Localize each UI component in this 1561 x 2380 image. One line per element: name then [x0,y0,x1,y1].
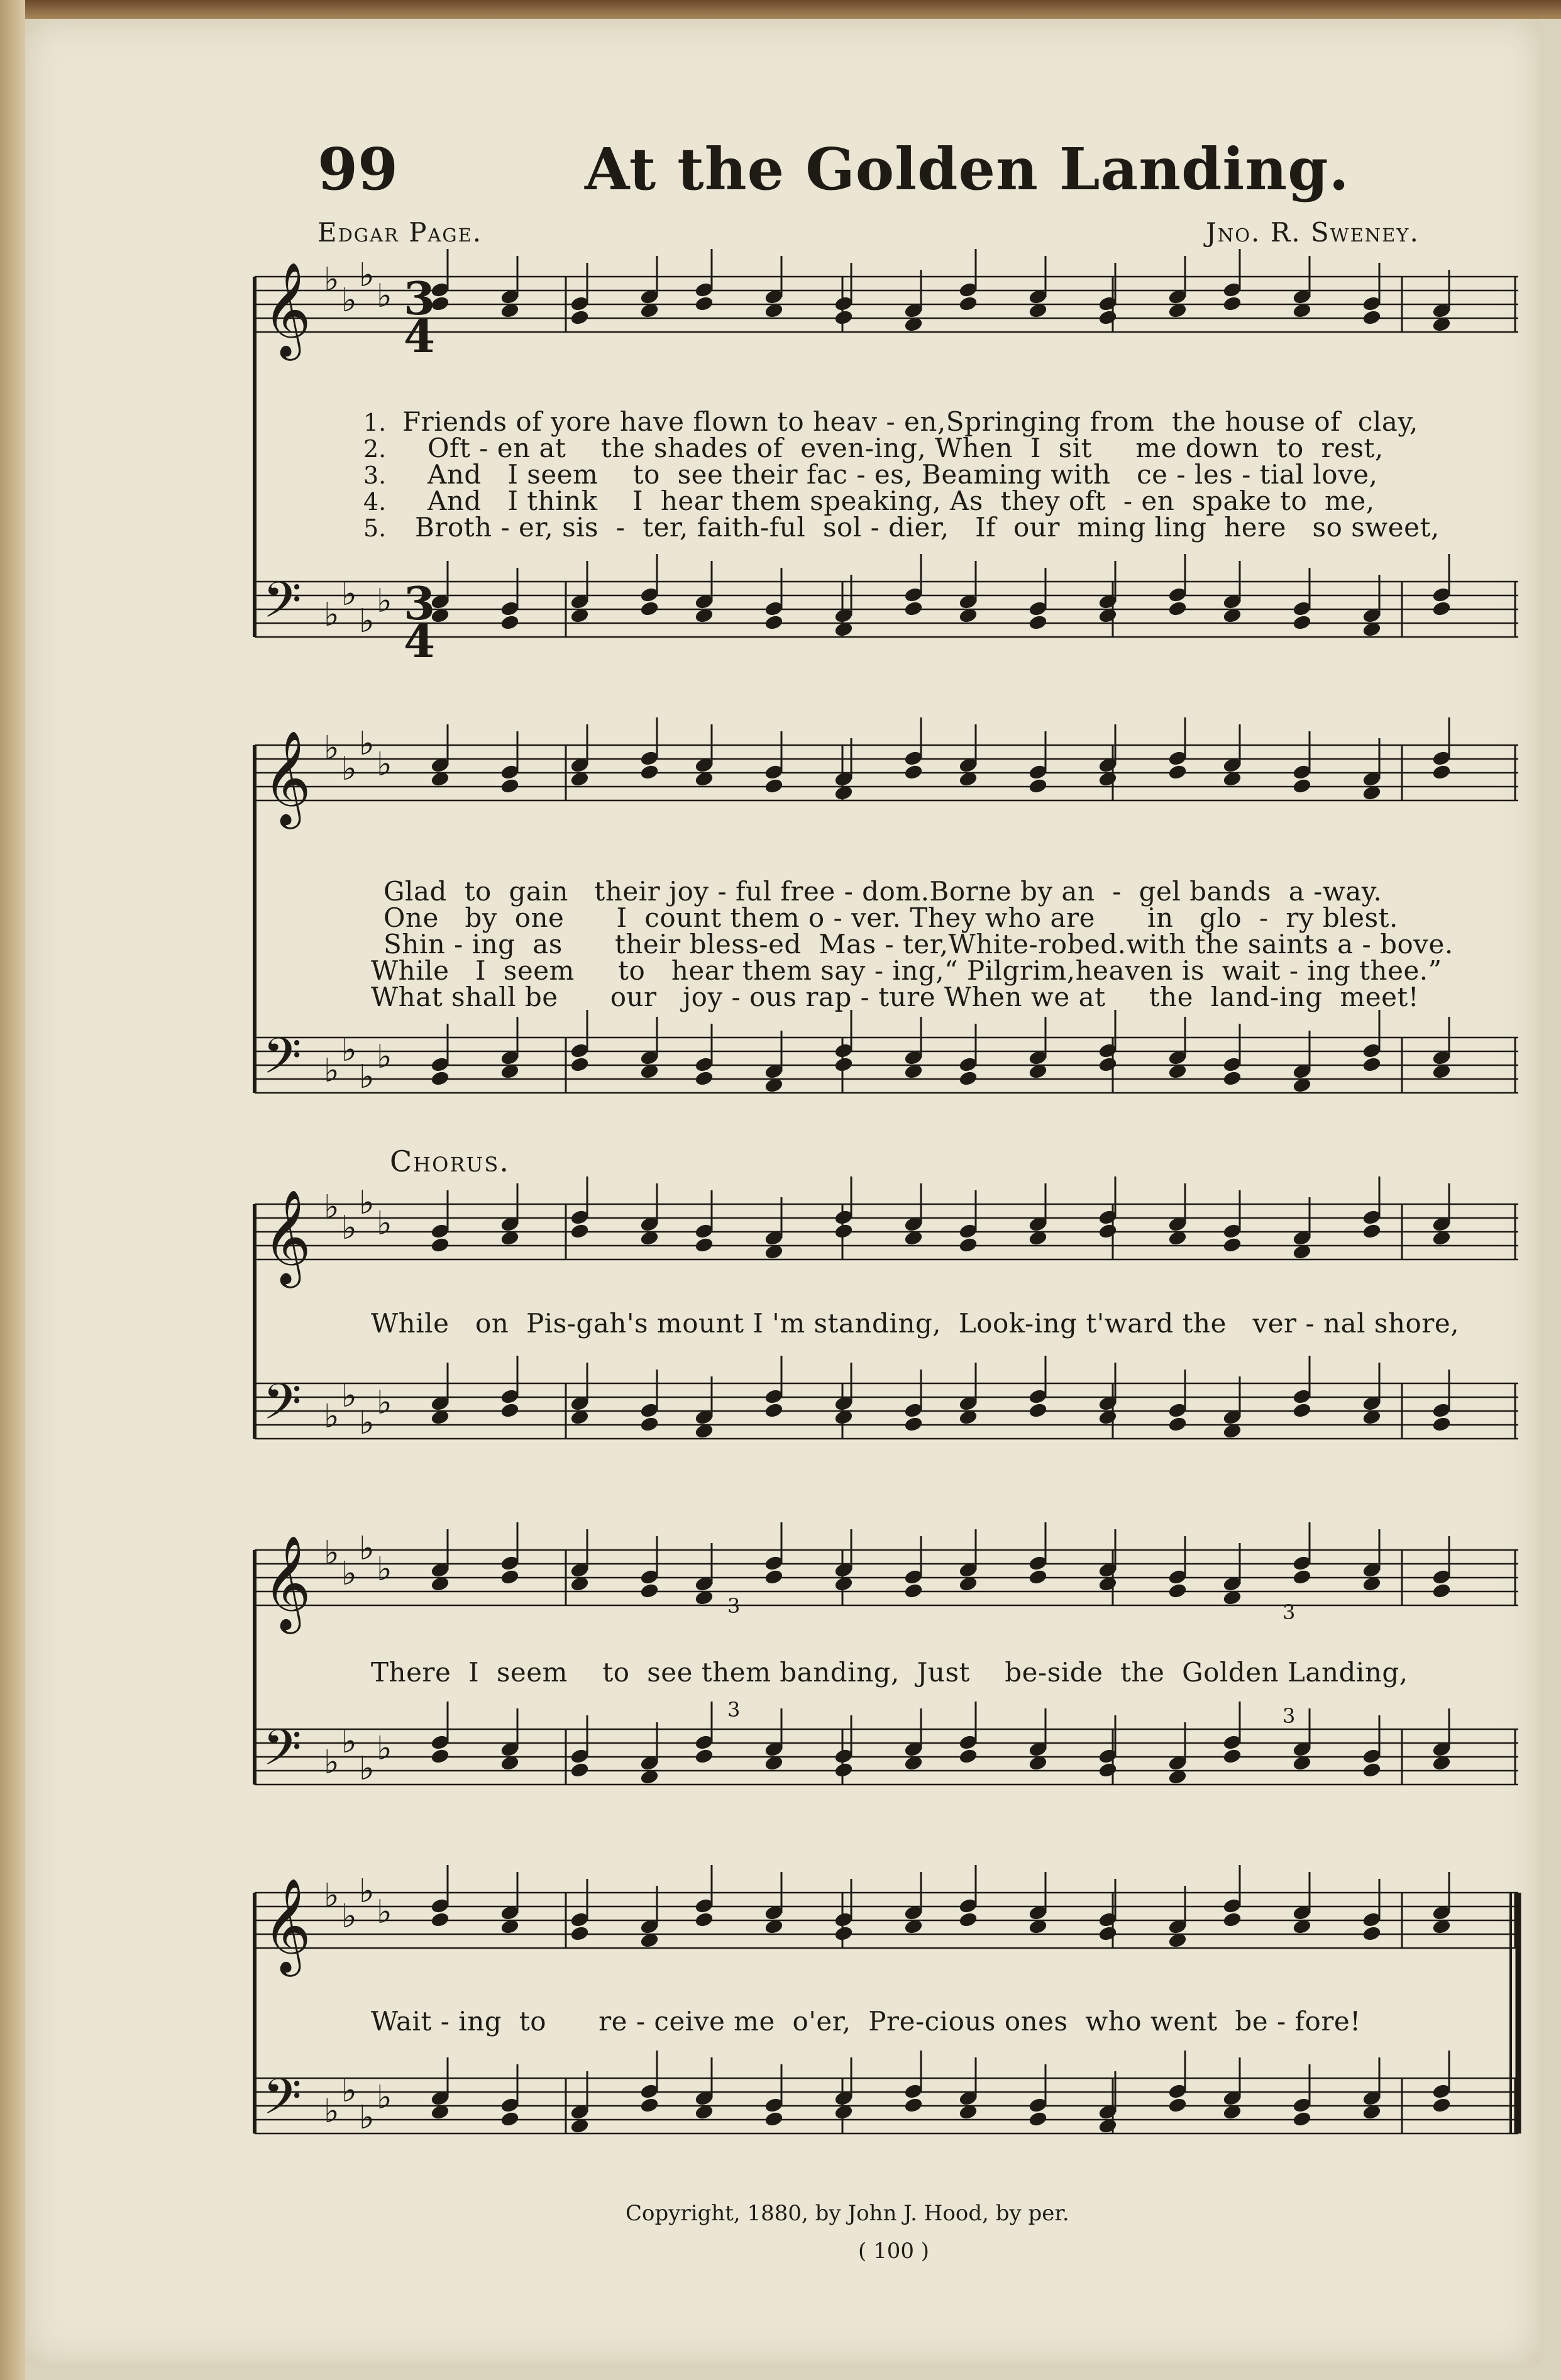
verse-number-1: 1. [363,409,387,436]
flat-sign-icon: ♭ [359,2099,375,2137]
note-head [1432,601,1452,617]
note-head [834,1762,854,1778]
flat-sign-icon: ♭ [359,1530,375,1568]
note-head [1432,764,1452,780]
note-head [1293,1569,1312,1585]
note-head [1168,1583,1188,1599]
bass-clef-icon: 𝄢 [263,571,302,641]
chorus-lyric-line-1: While on Pis-gah's mount I 'm standing, Look-ing t'ward the ver - nal shore, [371,1308,1460,1339]
flat-sign-icon: ♭ [341,2072,357,2110]
flat-sign-icon: ♭ [324,1744,339,1781]
lyric-s2-verse-2: One by one I count them o - ver. They who are in glo - ry blest. [383,902,1398,933]
note-head [500,1569,520,1585]
note-head [1168,601,1188,617]
flat-sign-icon: ♭ [377,582,392,620]
flat-sign-icon: ♭ [341,750,357,788]
note-head [1362,1925,1382,1942]
note-head [570,1925,590,1942]
note-head [1223,1912,1242,1928]
flat-sign-icon: ♭ [341,1031,357,1069]
triplet-mark-3: 3 [727,1698,741,1722]
flat-sign-icon: ♭ [341,282,357,319]
note-head [764,1402,784,1419]
note-head [959,1237,978,1253]
lyric-s1-verse-4: And I think I hear them speaking, As they oft - en spake to me, [427,485,1375,516]
note-head [431,1070,450,1087]
lyric-s2-verse-3: Shin - ing as their bless-ed Mas - ter,White-robed.with the saints a - bove. [383,929,1453,960]
note-head [1223,1070,1242,1087]
note-head [764,2111,784,2127]
time-sig-bottom-treble: 4 [404,309,436,363]
note-head [1432,1416,1452,1432]
note-head [1362,309,1382,326]
bass-clef-icon: 𝄢 [263,1027,302,1097]
flat-sign-icon: ♭ [324,1052,339,1090]
note-head [1098,1925,1118,1942]
flat-sign-icon: ♭ [341,1898,357,1935]
flat-sign-icon: ♭ [341,1377,357,1415]
flat-sign-icon: ♭ [341,1209,357,1247]
flat-sign-icon: ♭ [377,1384,392,1422]
note-head [500,614,520,631]
verse-number-5: 5. [363,514,387,542]
note-head [959,296,978,312]
flat-sign-icon: ♭ [377,1730,392,1768]
flat-sign-icon: ♭ [324,2093,339,2130]
time-sig-bottom-bass: 4 [404,614,436,668]
note-head [1098,1762,1118,1778]
bass-clef-icon: 𝄢 [263,2067,302,2138]
flat-sign-icon: ♭ [377,1038,392,1076]
note-head [834,1056,854,1073]
note-head [570,1223,590,1239]
note-head [640,1416,659,1432]
composer-credit: Jno. R. Sweney. [1206,217,1420,248]
note-head [1098,1056,1118,1073]
note-head [959,1912,978,1928]
note-head [904,601,924,617]
note-head [431,1912,450,1928]
verse-number-4: 4. [363,488,387,516]
flat-sign-icon: ♭ [324,1188,339,1226]
note-head [695,1070,714,1087]
note-head [904,1583,924,1599]
note-head [640,601,659,617]
note-head [904,2097,924,2113]
treble-clef-icon: 𝄞 [263,1188,311,1284]
flat-sign-icon: ♭ [359,1873,375,1910]
note-head [570,1762,590,1778]
note-head [500,2111,520,2127]
note-head [1293,614,1312,631]
flat-sign-icon: ♭ [341,575,357,613]
note-head [1362,1056,1382,1073]
time-sig-top-bass: 3 [404,577,436,630]
verse-number-3: 3. [363,462,387,489]
note-head [500,1402,520,1419]
flat-sign-icon: ♭ [324,596,339,634]
note-head [1029,2111,1048,2127]
note-head [431,1748,450,1764]
note-head [1293,778,1312,794]
note-head [1029,1569,1048,1585]
flat-sign-icon: ♭ [377,746,392,783]
note-head [1432,2097,1452,2113]
note-head [1029,778,1048,794]
flat-sign-icon: ♭ [377,1205,392,1243]
flat-sign-icon: ♭ [359,602,375,640]
flat-sign-icon: ♭ [377,1893,392,1931]
triplet-mark-4: 3 [1282,1704,1296,1728]
note-head [640,764,659,780]
note-head [695,1748,714,1764]
note-head [500,778,520,794]
flat-sign-icon: ♭ [324,729,339,767]
lyric-s2-verse-4: While I seem to hear them say - ing,“ Pilgrim,heaven is wait - ing thee.” [371,955,1442,986]
page-number: ( 100 ) [858,2239,930,2264]
time-sig-top-treble: 3 [404,272,436,325]
treble-clef-icon: 𝄞 [263,729,311,825]
note-head [764,1569,784,1585]
note-head [1168,764,1188,780]
lyric-s1-verse-5: Broth - er, sis - ter, faith-ful sol - dier, If our ming ling here so sweet, [415,512,1440,543]
note-head [640,1583,659,1599]
flat-sign-icon: ♭ [324,261,339,299]
note-head [904,764,924,780]
note-head [834,1925,854,1942]
note-head [1432,1583,1452,1599]
note-head [1362,1223,1382,1239]
note-head [1223,296,1242,312]
note-head [764,614,784,631]
flat-sign-icon: ♭ [359,257,375,294]
note-head [640,2097,659,2113]
lyric-s2-verse-5: What shall be our joy - ous rap - ture When we at the land-ing meet! [371,982,1420,1012]
flat-sign-icon: ♭ [341,1555,357,1593]
note-head [1168,1416,1188,1432]
treble-clef-icon: 𝄞 [263,1877,311,1973]
verse-number-2: 2. [363,435,387,463]
note-head [570,309,590,326]
flat-sign-icon: ♭ [359,1404,375,1442]
bass-clef-icon: 𝄢 [263,1719,302,1789]
flat-sign-icon: ♭ [324,1534,339,1572]
flat-sign-icon: ♭ [324,1398,339,1436]
flat-sign-icon: ♭ [377,277,392,315]
chorus-lyric-line-3: Wait - ing to re - ceive me o'er, Pre-cious ones who went be - fore! [371,2006,1361,2037]
note-head [431,1237,450,1253]
chorus-lyric-line-2: There I seem to see them banding, Just be-side the Golden Landing, [371,1657,1408,1688]
flat-sign-icon: ♭ [359,1058,375,1096]
triplet-mark-1: 3 [727,1594,741,1618]
lyric-s1-verse-2: Oft - en at the shades of even-ing, When I sit me down to rest, [427,433,1384,463]
bass-clef-icon: 𝄢 [263,1373,302,1443]
poet-credit: Edgar Page. [317,217,483,248]
note-head [1362,1762,1382,1778]
copyright-notice: Copyright, 1880, by John J. Hood, by per. [626,2201,1069,2226]
triplet-mark-2: 3 [1282,1600,1296,1624]
treble-clef-icon: 𝄞 [263,261,311,357]
note-head [834,309,854,326]
note-head [834,1223,854,1239]
note-head [1293,2111,1312,2127]
lyric-s1-verse-1: Friends of yore have flown to heav - en,Springing from the house of clay, [402,406,1418,437]
note-head [1223,1237,1242,1253]
note-head [959,1748,978,1764]
hymn-title: At the Golden Landing. [585,135,1350,203]
chorus-label: Chorus. [390,1144,510,1178]
flat-sign-icon: ♭ [359,725,375,763]
lyric-s1-verse-3: And I seem to see their fac - es, Beaming with ce - les - tial love, [427,459,1378,490]
note-head [1098,309,1118,326]
note-head [904,1416,924,1432]
flat-sign-icon: ♭ [377,2079,392,2117]
note-head [570,1056,590,1073]
note-head [1293,1402,1312,1419]
flat-sign-icon: ♭ [341,1723,357,1761]
note-head [1168,2097,1188,2113]
note-head [1029,1402,1048,1419]
note-head [1098,1223,1118,1239]
note-head [764,778,784,794]
flat-sign-icon: ♭ [377,1551,392,1588]
note-head [959,1070,978,1087]
flat-sign-icon: ♭ [359,1750,375,1788]
note-head [695,1237,714,1253]
hymn-number: 99 [317,135,399,203]
flat-sign-icon: ♭ [359,1184,375,1222]
note-head [695,1912,714,1928]
flat-sign-icon: ♭ [324,1877,339,1915]
note-head [695,296,714,312]
note-head [1223,1748,1242,1764]
lyric-s2-verse-1: Glad to gain their joy - ful free - dom.Borne by an - gel bands a -way. [383,876,1382,907]
note-head [1029,614,1048,631]
treble-clef-icon: 𝄞 [263,1534,311,1630]
